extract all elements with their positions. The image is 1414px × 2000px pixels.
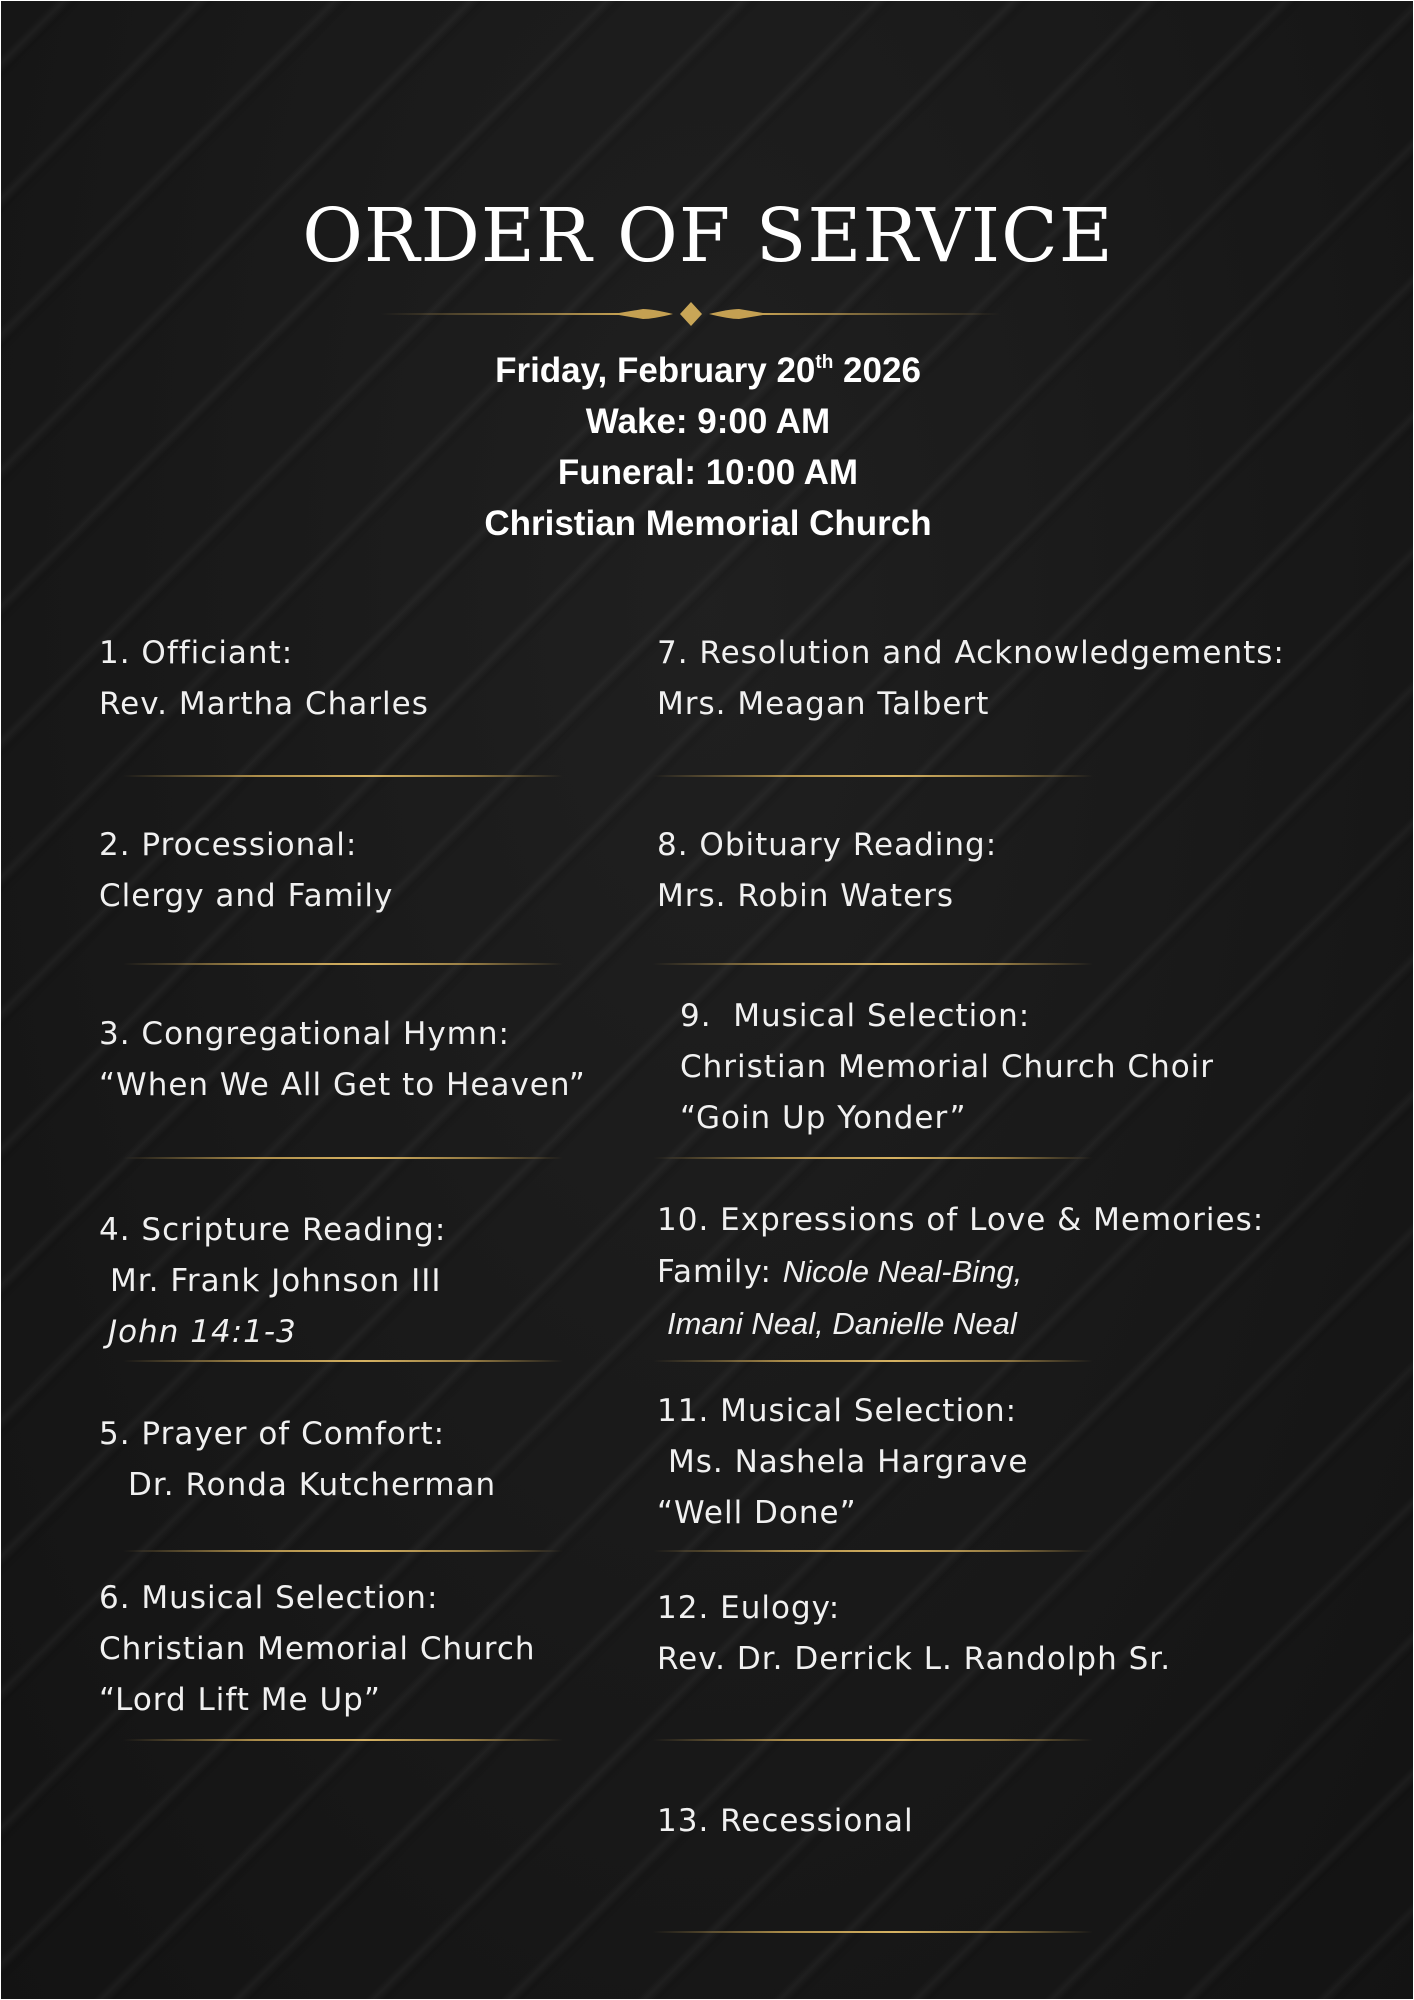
wake-time: Wake: 9:00 AM bbox=[585, 402, 831, 441]
funeral-time: Funeral: 10:00 AM bbox=[557, 453, 859, 492]
item-heading: 11. Musical Selection: bbox=[657, 1393, 1018, 1429]
gold-divider bbox=[653, 963, 1093, 965]
program-item-officiant bbox=[99, 628, 429, 730]
gold-divider bbox=[653, 1550, 1093, 1552]
program-item-expressions bbox=[657, 1195, 1264, 1349]
item-detail: Christian Memorial Church bbox=[99, 1631, 536, 1667]
item-heading: 9. Musical Selection: bbox=[680, 998, 1031, 1034]
program-item-processional bbox=[99, 820, 393, 922]
program-item-musical-selection-6 bbox=[99, 1573, 536, 1726]
item-heading: 10. Expressions of Love & Memories: bbox=[657, 1202, 1265, 1238]
item-heading: 1. Officiant: bbox=[99, 635, 294, 671]
venue-name: Christian Memorial Church bbox=[484, 504, 932, 543]
item-detail: Dr. Ronda Kutcherman bbox=[128, 1467, 497, 1503]
item-song: “Goin Up Yonder” bbox=[680, 1100, 967, 1136]
item-heading: 8. Obituary Reading: bbox=[657, 827, 998, 863]
gold-divider bbox=[123, 1739, 563, 1741]
program-item-scripture bbox=[99, 1205, 446, 1358]
gold-divider bbox=[653, 775, 1093, 777]
gold-ornament-divider bbox=[381, 299, 1001, 329]
item-detail: Family: Nicole Neal-Bing, bbox=[657, 1254, 1023, 1290]
program-item-resolution bbox=[657, 628, 1285, 730]
gold-divider bbox=[123, 963, 563, 965]
item-detail: Christian Memorial Church Choir bbox=[680, 1049, 1215, 1085]
program-item-hymn bbox=[99, 1009, 586, 1111]
program-item-prayer bbox=[99, 1409, 496, 1511]
item-detail: “When We All Get to Heaven” bbox=[99, 1067, 586, 1103]
program-item-obituary bbox=[657, 820, 997, 922]
family-names-continued: Imani Neal, Danielle Neal bbox=[667, 1306, 1017, 1341]
item-heading: 3. Congregational Hymn: bbox=[99, 1016, 510, 1052]
item-detail: Clergy and Family bbox=[99, 878, 394, 914]
gold-divider bbox=[123, 1550, 563, 1552]
order-of-service-page bbox=[1, 1, 1413, 1999]
item-heading: 12. Eulogy: bbox=[657, 1590, 841, 1626]
item-song: “Lord Lift Me Up” bbox=[99, 1682, 381, 1718]
program-item-recessional bbox=[657, 1796, 914, 1847]
gold-divider bbox=[123, 1360, 563, 1362]
item-detail: Mrs. Meagan Talbert bbox=[657, 686, 990, 722]
item-detail: Ms. Nashela Hargrave bbox=[668, 1444, 1029, 1480]
item-heading: 7. Resolution and Acknowledgements: bbox=[657, 635, 1285, 671]
gold-divider bbox=[653, 1931, 1093, 1933]
page-title: ORDER OF SERVICE bbox=[302, 193, 1114, 279]
item-song: “Well Done” bbox=[657, 1495, 857, 1531]
service-date: Friday, February 20th 2026 bbox=[495, 351, 921, 390]
gold-divider bbox=[653, 1360, 1093, 1362]
item-detail: Mr. Frank Johnson III bbox=[110, 1263, 442, 1299]
item-heading: 5. Prayer of Comfort: bbox=[99, 1416, 446, 1452]
item-heading: 2. Processional: bbox=[99, 827, 358, 863]
gold-divider bbox=[653, 1157, 1093, 1159]
program-item-musical-selection-9 bbox=[680, 991, 1214, 1144]
gold-divider bbox=[653, 1739, 1093, 1741]
item-heading: 6. Musical Selection: bbox=[99, 1580, 439, 1616]
item-scripture-ref: John 14:1-3 bbox=[108, 1314, 297, 1350]
program-item-musical-selection-11 bbox=[657, 1386, 1028, 1539]
item-heading: 13. Recessional bbox=[657, 1803, 914, 1839]
program-item-eulogy bbox=[657, 1583, 1171, 1685]
item-detail: Rev. Dr. Derrick L. Randolph Sr. bbox=[657, 1641, 1172, 1677]
item-heading: 4. Scripture Reading: bbox=[99, 1212, 447, 1248]
service-details bbox=[1, 345, 1413, 549]
item-detail: Rev. Martha Charles bbox=[99, 686, 429, 722]
item-detail: Mrs. Robin Waters bbox=[657, 878, 955, 914]
gold-divider bbox=[123, 1157, 563, 1159]
family-names: Nicole Neal-Bing, bbox=[782, 1254, 1023, 1289]
gold-divider bbox=[123, 775, 563, 777]
